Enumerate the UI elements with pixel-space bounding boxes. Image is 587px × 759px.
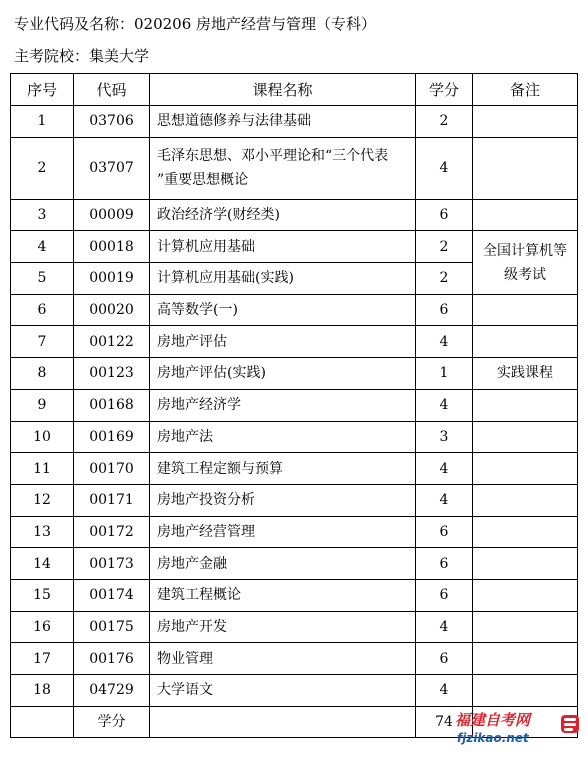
row-seq: 4 bbox=[11, 231, 74, 263]
note-practice-course: 实践课程 bbox=[473, 358, 578, 390]
row-code: 00175 bbox=[74, 611, 150, 643]
row-code: 00174 bbox=[74, 579, 150, 611]
row-course-name: 房地产开发 bbox=[150, 611, 416, 643]
row-note bbox=[473, 421, 578, 453]
row-course-name: 计算机应用基础 bbox=[150, 231, 416, 263]
row-note bbox=[473, 326, 578, 358]
table-row bbox=[11, 675, 578, 707]
row-note bbox=[473, 137, 578, 199]
row-course-name: 大学语文 bbox=[150, 675, 416, 707]
row-credit: 4 bbox=[416, 675, 473, 707]
table-row bbox=[11, 579, 578, 611]
row-course-name: 计算机应用基础(实践) bbox=[150, 263, 416, 295]
note-computer-exam: 全国计算机等级考试 bbox=[473, 231, 578, 294]
row-code: 00169 bbox=[74, 421, 150, 453]
row-note bbox=[473, 294, 578, 326]
total-name-cell bbox=[150, 706, 416, 737]
major-title: 专业代码及名称：020206 房地产经营与管理（专科） bbox=[14, 15, 377, 33]
row-course-name: 房地产评估 bbox=[150, 326, 416, 358]
row-credit: 6 bbox=[416, 579, 473, 611]
row-credit: 4 bbox=[416, 326, 473, 358]
row-note bbox=[473, 199, 578, 231]
row-code: 00173 bbox=[74, 548, 150, 580]
header-credit: 学分 bbox=[416, 74, 473, 106]
row-note bbox=[473, 389, 578, 421]
table-row bbox=[11, 199, 578, 231]
row-seq: 2 bbox=[11, 137, 74, 199]
row-code: 03707 bbox=[74, 137, 150, 199]
row-credit: 2 bbox=[416, 231, 473, 263]
table-row bbox=[11, 326, 578, 358]
row-seq: 1 bbox=[11, 106, 74, 138]
row-credit: 6 bbox=[416, 548, 473, 580]
table-row bbox=[11, 484, 578, 516]
row-seq: 16 bbox=[11, 611, 74, 643]
header-code: 代码 bbox=[74, 74, 150, 106]
row-seq: 18 bbox=[11, 675, 74, 707]
row-credit: 1 bbox=[416, 358, 473, 390]
row-note bbox=[473, 548, 578, 580]
row-credit: 4 bbox=[416, 453, 473, 485]
row-course-name: 政治经济学(财经类) bbox=[150, 199, 416, 231]
table-row bbox=[11, 516, 578, 548]
header-note: 备注 bbox=[473, 74, 578, 106]
row-seq: 5 bbox=[11, 263, 74, 295]
row-credit: 4 bbox=[416, 389, 473, 421]
total-credit: 74 bbox=[416, 706, 473, 737]
row-seq: 17 bbox=[11, 643, 74, 675]
table-row bbox=[11, 389, 578, 421]
row-seq: 3 bbox=[11, 199, 74, 231]
row-code: 00122 bbox=[74, 326, 150, 358]
table-row bbox=[11, 643, 578, 675]
row-course-name: 建筑工程概论 bbox=[150, 579, 416, 611]
row-credit: 6 bbox=[416, 294, 473, 326]
row-code: 00018 bbox=[74, 231, 150, 263]
watermark-site-name: 福建自考网 bbox=[455, 711, 531, 729]
row-credit: 6 bbox=[416, 199, 473, 231]
row-code: 00020 bbox=[74, 294, 150, 326]
row-course-name: 毛泽东思想、邓小平理论和“三个代表 ”重要思想概论 bbox=[150, 137, 416, 199]
row-course-name: 物业管理 bbox=[150, 643, 416, 675]
table-row bbox=[11, 358, 578, 390]
row-note bbox=[473, 579, 578, 611]
row-note bbox=[473, 453, 578, 485]
row-course-name: 房地产投资分析 bbox=[150, 484, 416, 516]
row-credit: 6 bbox=[416, 516, 473, 548]
row-code: 04729 bbox=[74, 675, 150, 707]
total-label: 学分 bbox=[74, 706, 150, 737]
row-credit: 2 bbox=[416, 263, 473, 295]
table-header-row bbox=[11, 74, 578, 106]
row-course-name: 建筑工程定额与预算 bbox=[150, 453, 416, 485]
table-row bbox=[11, 421, 578, 453]
row-note bbox=[473, 516, 578, 548]
row-course-name: 房地产经济学 bbox=[150, 389, 416, 421]
row-course-name: 思想道德修养与法律基础 bbox=[150, 106, 416, 138]
row-seq: 9 bbox=[11, 389, 74, 421]
table-row bbox=[11, 137, 578, 199]
site-watermark bbox=[453, 709, 583, 753]
row-credit: 3 bbox=[416, 421, 473, 453]
row-code: 00009 bbox=[74, 199, 150, 231]
row-code: 00171 bbox=[74, 484, 150, 516]
course-table bbox=[10, 73, 578, 738]
row-code: 00176 bbox=[74, 643, 150, 675]
table-row bbox=[11, 548, 578, 580]
row-course-name: 房地产评估(实践) bbox=[150, 358, 416, 390]
row-credit: 4 bbox=[416, 484, 473, 516]
header-course-name: 课程名称 bbox=[150, 74, 416, 106]
row-seq: 8 bbox=[11, 358, 74, 390]
row-seq: 7 bbox=[11, 326, 74, 358]
row-note bbox=[473, 106, 578, 138]
fist-logo-icon bbox=[557, 709, 583, 739]
row-seq: 6 bbox=[11, 294, 74, 326]
row-course-name: 房地产法 bbox=[150, 421, 416, 453]
row-seq: 14 bbox=[11, 548, 74, 580]
row-credit: 4 bbox=[416, 137, 473, 199]
school-title: 主考院校：集美大学 bbox=[14, 47, 150, 65]
row-course-name: 房地产金融 bbox=[150, 548, 416, 580]
row-note bbox=[473, 675, 578, 707]
row-note bbox=[473, 484, 578, 516]
row-credit: 4 bbox=[416, 611, 473, 643]
row-code: 03706 bbox=[74, 106, 150, 138]
row-seq: 12 bbox=[11, 484, 74, 516]
row-note bbox=[473, 643, 578, 675]
watermark-url: fjzikao.net bbox=[457, 731, 529, 745]
table-row bbox=[11, 294, 578, 326]
total-seq-cell bbox=[11, 706, 74, 737]
table-row bbox=[11, 231, 578, 263]
row-code: 00019 bbox=[74, 263, 150, 295]
row-credit: 2 bbox=[416, 106, 473, 138]
row-seq: 11 bbox=[11, 453, 74, 485]
header-seq: 序号 bbox=[11, 74, 74, 106]
table-row bbox=[11, 106, 578, 138]
row-course-name: 高等数学(一) bbox=[150, 294, 416, 326]
row-code: 00168 bbox=[74, 389, 150, 421]
table-row bbox=[11, 611, 578, 643]
row-seq: 15 bbox=[11, 579, 74, 611]
row-note bbox=[473, 611, 578, 643]
row-code: 00123 bbox=[74, 358, 150, 390]
row-credit: 6 bbox=[416, 643, 473, 675]
row-code: 00170 bbox=[74, 453, 150, 485]
row-seq: 13 bbox=[11, 516, 74, 548]
row-code: 00172 bbox=[74, 516, 150, 548]
row-seq: 10 bbox=[11, 421, 74, 453]
table-row bbox=[11, 453, 578, 485]
row-course-name: 房地产经营管理 bbox=[150, 516, 416, 548]
